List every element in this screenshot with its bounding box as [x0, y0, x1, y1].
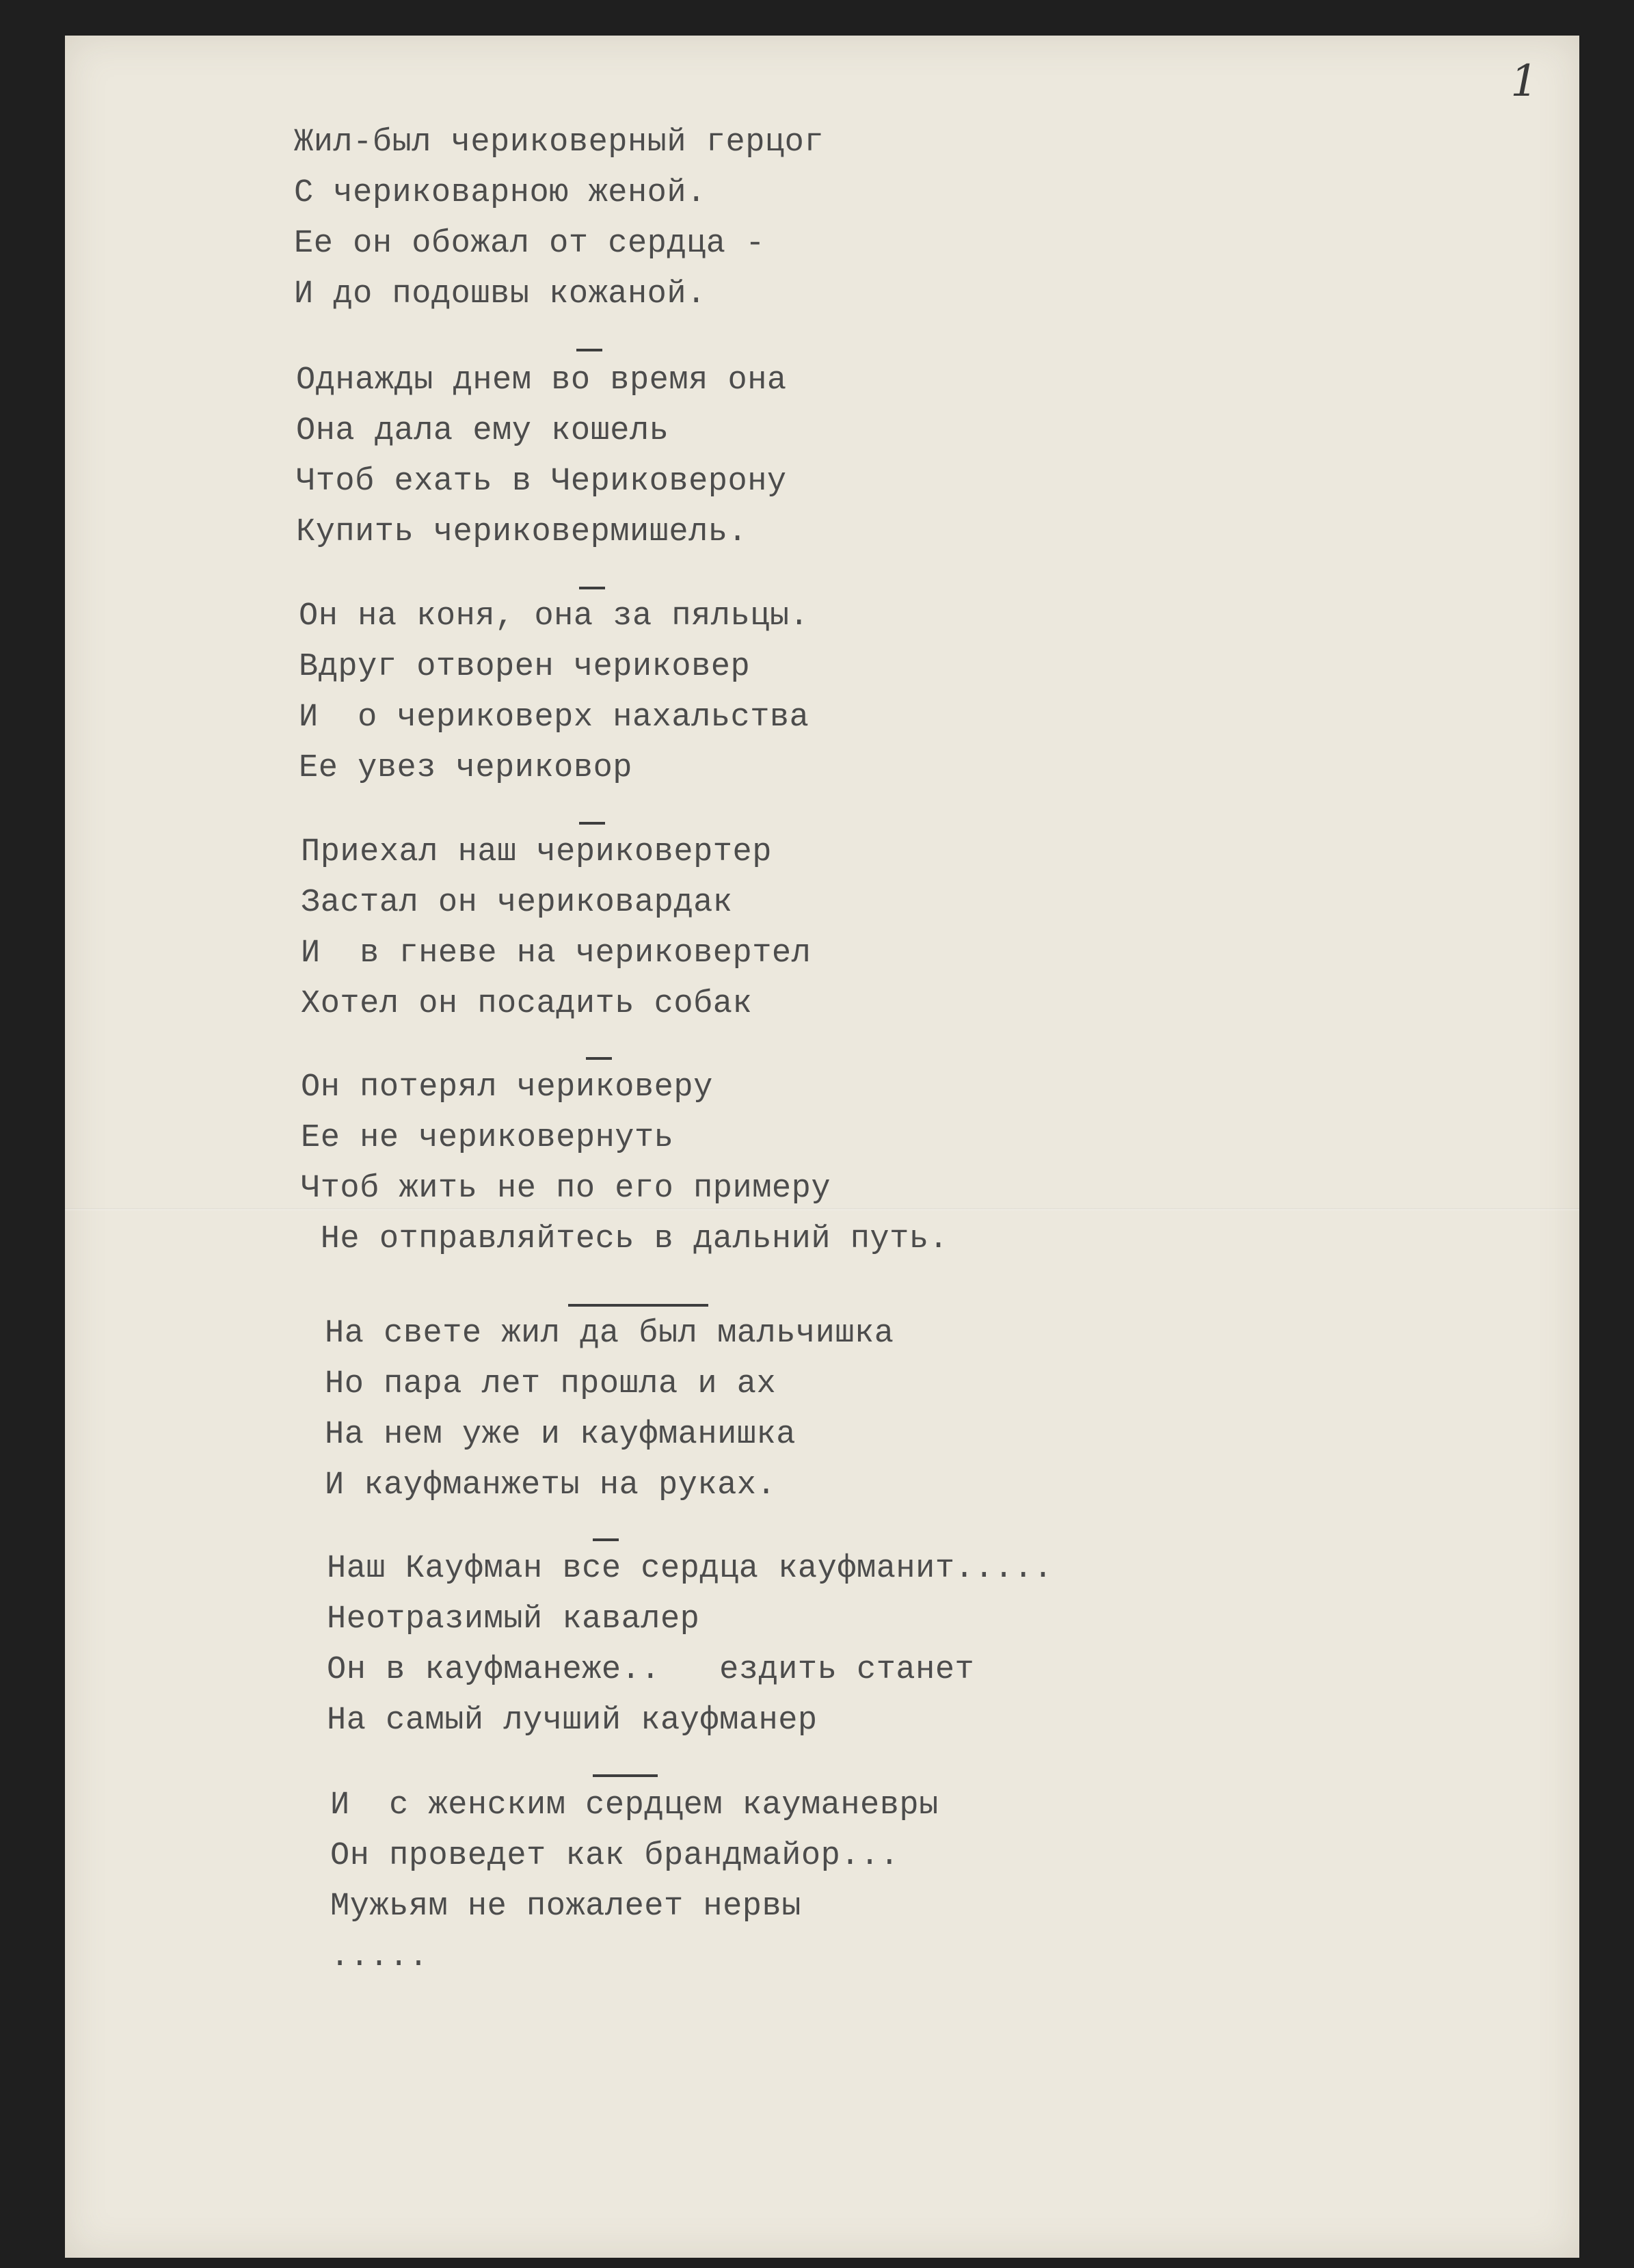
poem-line: Купить чериковермишель.	[296, 514, 748, 550]
poem-line: Наш Кауфман все сердца кауфманит.....	[327, 1551, 1054, 1587]
poem-line: Ее не чериковернуть	[301, 1120, 674, 1156]
poem-line: Он проведет как брандмайор...	[330, 1838, 900, 1874]
poem-line: Застал он чериковардак	[301, 885, 733, 921]
poem-line: Он в кауфманеже.. ездить станет	[327, 1652, 975, 1688]
poem-line: Мужьям не пожалеет нервы	[330, 1889, 801, 1925]
stanza-divider	[593, 1538, 619, 1541]
poem-line: Чтоб жить не по его примеру	[301, 1171, 831, 1207]
poem-line: Однажды днем во время она	[296, 362, 787, 399]
poem-line: Он на коня, она за пяльцы.	[299, 598, 809, 635]
poem-line: И о чериковерх нахальства	[299, 699, 809, 736]
poem-line: Приехал наш чериковертер	[301, 834, 772, 870]
section-divider	[568, 1304, 708, 1307]
poem-line: .....	[330, 1939, 429, 1975]
poem-line: Но пара лет прошла и ах	[325, 1366, 777, 1402]
poem-line: Неотразимый кавалер	[327, 1601, 700, 1638]
poem-line: И кауфманжеты на руках.	[325, 1467, 777, 1504]
poem-line: С чериковарною женой.	[294, 175, 706, 211]
stanza-divider	[579, 587, 605, 589]
stanza-divider	[579, 822, 605, 825]
poem-line: Ее он обожал от сердца -	[294, 226, 765, 262]
page-number: 1	[1510, 56, 1538, 107]
poem-line: И до подошвы кожаной.	[294, 276, 706, 312]
poem-line: Она дала ему кошель	[296, 413, 669, 449]
poem-line: На свете жил да был мальчишка	[325, 1316, 894, 1352]
poem-line: Вдруг отворен чериковер	[299, 649, 751, 685]
poem-line: Хотел он посадить собак	[301, 986, 753, 1022]
poem-line: Не отправляйтесь в дальний путь.	[301, 1221, 949, 1257]
poem-line: Чтоб ехать в Чериковерону	[296, 464, 787, 500]
paper-fold	[65, 1208, 1579, 1210]
poem-line: И с женским сердцем кауманевры	[330, 1787, 939, 1824]
poem-line: Он потерял чериковеру	[301, 1069, 713, 1106]
poem-line: На нем уже и кауфманишка	[325, 1417, 796, 1453]
stanza-divider	[586, 1057, 612, 1060]
poem-line: Жил-был чериковерный герцог	[294, 124, 825, 161]
typewritten-page	[65, 36, 1579, 2258]
poem-line: И в гневе на чериковертел	[301, 935, 812, 972]
stanza-divider	[593, 1774, 658, 1777]
poem-line: Ее увез чериковор	[299, 750, 632, 786]
poem-line: На самый лучший кауфманер	[327, 1703, 818, 1739]
stanza-divider	[576, 349, 602, 351]
